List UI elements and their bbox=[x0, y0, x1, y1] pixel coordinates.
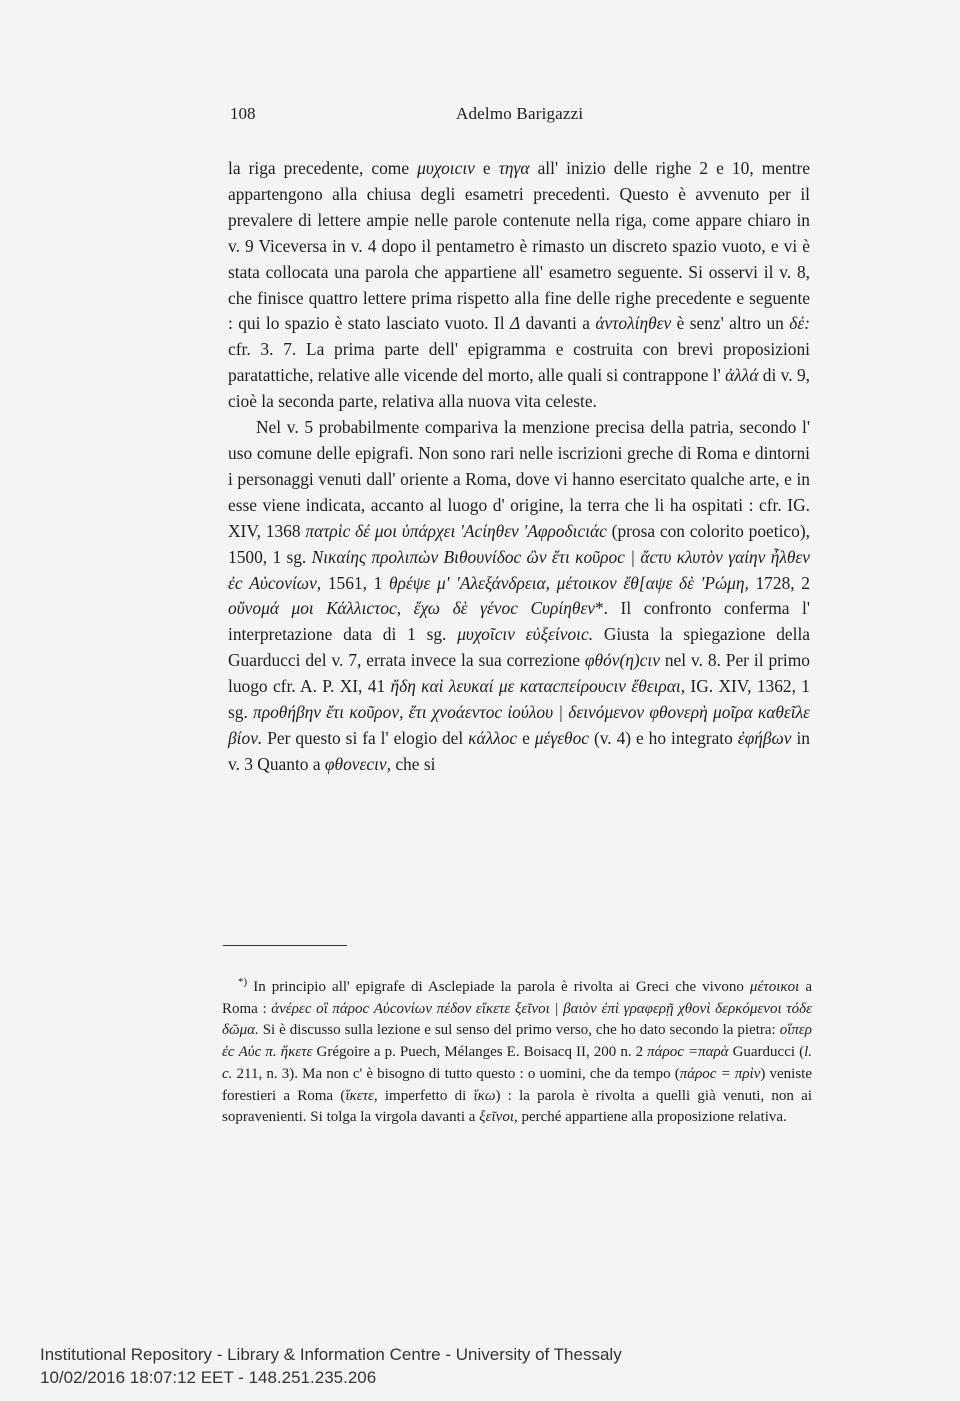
text-run: in v. 3 Quanto a bbox=[228, 727, 810, 774]
greek-text: οὔνομά μοι Κάλλιcτοc, ἔχω δὲ γένοc Cυρίηθεν bbox=[228, 598, 595, 619]
greek-text: ἐφήβων bbox=[737, 727, 792, 748]
text-run: Per questo si fa l' elogio del bbox=[262, 727, 469, 748]
body-paragraph bbox=[228, 415, 810, 778]
greek-text: ξεῖνοι, bbox=[479, 1109, 518, 1126]
repository-footer bbox=[40, 1343, 740, 1389]
greek-text: μυχοιcιν bbox=[417, 158, 475, 178]
text-run: di v. 9, cioè la seconda parte, relativa alla nuova vita celeste. bbox=[228, 365, 810, 412]
greek-text: μέτοικοι bbox=[749, 979, 800, 995]
footnote-rule bbox=[223, 945, 347, 946]
text-run: a Roma : bbox=[222, 979, 812, 1017]
body-text bbox=[228, 156, 810, 778]
text-run: imperfetto di bbox=[377, 1087, 474, 1104]
greek-text: φθόν(η)cιν bbox=[584, 650, 660, 671]
greek-text: τηγα bbox=[498, 158, 530, 178]
text-run: all' inizio delle righe 2 e 10, mentre appartengono alla chiusa degli esametri precedenti. Questo è avvenuto per il prevalere di lettere ampie nelle parole contenute nella riga, come appare chiaro in v. 9 Viceversa in v. 4 dopo il pentametro è rimasto un discreto spazio vuoto, e vi è stata collocata una parola che appartiene all' esametro seguente. Si osservi il v. 8, che finisce quattro lettere prima rispetto alla fine delle righe precedente e seguente : qui lo spazio è stato lasciato vuoto. Il bbox=[228, 158, 810, 334]
greek-text: πάροc = πρὶν bbox=[679, 1065, 761, 1082]
text-run: davanti a bbox=[520, 313, 596, 334]
greek-text: Νικαίης προλιπὼν Βιθουνίδοc ὢν ἔτι κοῦροc | ἄcτυ κλυτὸν γαίην ἦλθεν ἐc Αὐcονίων, bbox=[228, 546, 810, 593]
text-run: e bbox=[517, 727, 535, 748]
greek-text: ἵκω bbox=[473, 1087, 496, 1104]
text-run: cfr. 3. 7. La prima parte dell' epigramma e costruita con brevi proposizioni paratattiche, relative alle vicende del morto, alle quali si contrappone l' bbox=[228, 339, 810, 386]
footnote bbox=[222, 972, 812, 1129]
greek-text: θρέψε μ' 'Αλεξάνδρεια, μέτοικον ἔθ[αψε δὲ 'Ρώμη, bbox=[388, 572, 749, 593]
text-run: (v. 4) e ho integrato bbox=[589, 727, 738, 748]
text-run: è senz' altro un bbox=[671, 313, 790, 334]
greek-text: Δ bbox=[509, 313, 521, 334]
greek-text: οἵπερ ἐc Αὐc π. ἥκετε bbox=[222, 1022, 812, 1061]
text-run: Giusta la spiegazione della Guarducci del v. 7, errata invece la sua correzione bbox=[228, 624, 811, 671]
greek-text: κάλλοc bbox=[468, 727, 518, 748]
text-run: Si è discusso sulla lezione e sul senso del primo verso, che ho dato secondo la pietra: bbox=[258, 1022, 780, 1039]
text-run: IG. XIV, 1362, 1 sg. bbox=[228, 676, 810, 723]
text-run: che si bbox=[390, 753, 436, 774]
text-run: e bbox=[474, 158, 499, 178]
footnote-paragraph bbox=[222, 972, 812, 1129]
footnote-marker: *) bbox=[238, 976, 248, 988]
greek-text: πατρὶc δέ μοι ὑπάρχει 'Acίηθεν 'Aφροδιcιάc bbox=[305, 520, 607, 541]
page-header bbox=[230, 104, 810, 132]
greek-text: ἀλλά bbox=[725, 365, 759, 386]
text-run: la riga precedente, come bbox=[228, 158, 418, 178]
text-run: nel v. 8. Per il primo luogo cfr. A. P. XI, 41 bbox=[228, 650, 810, 697]
greek-text: φθονεcιν, bbox=[324, 753, 391, 774]
text-run: ) veniste forestieri a Roma ( bbox=[222, 1065, 812, 1104]
greek-text: μυχοῖcιν εὐξείνοιc. bbox=[457, 624, 594, 645]
repository-name: Institutional Repository - Library & Information Centre - University of Thessaly bbox=[40, 1345, 622, 1364]
running-head: Adelmo Barigazzi bbox=[456, 104, 584, 123]
greek-text: δέ: bbox=[789, 313, 810, 334]
greek-text: ἀνέρεc οἳ πάροc Αὐcονίων πέδον εἴκετε ξεῖνοι | βαιὸν ἐπὶ γραφερῇ χθονὶ δερκόμενοι τόδε δῶμα. bbox=[222, 1000, 812, 1039]
text-run: perché appartiene alla proposizione relativa. bbox=[517, 1109, 787, 1126]
greek-text: ἀντολίηθεν bbox=[595, 313, 672, 334]
text-run: Guarducci ( bbox=[728, 1044, 805, 1061]
text-run: 1561, 1 bbox=[321, 572, 389, 593]
text-run: In principio all' epigrafe di Asclepiade la parola è rivolta ai Greci che vivono bbox=[247, 979, 750, 995]
greek-text: ἤδη καὶ λευκαί με καταcπείρουcιν ἔθειραι, bbox=[390, 676, 686, 697]
greek-text: ἵκετε, bbox=[345, 1087, 378, 1104]
text-run: (prosa con colorito poetico), 1500, 1 sg. bbox=[228, 520, 810, 567]
greek-text: μέγεθοc bbox=[534, 727, 589, 748]
greek-text: προθήβην ἔτι κοῦρον, ἔτι χνοάεντοc ἰούλου | δεινόμενον φθονερὴ μοῖρα καθεῖλε βίον. bbox=[228, 702, 810, 748]
greek-text: l. c. bbox=[222, 1044, 812, 1082]
greek-text: πάροc =παρὰ bbox=[647, 1044, 729, 1061]
access-timestamp: 10/02/2016 18:07:12 EET - 148.251.235.206 bbox=[40, 1368, 377, 1387]
text-run: ) : la parola è rivolta a quelli già venuti, non ai sopravenienti. Si tolga la virgola davanti a bbox=[222, 1087, 812, 1126]
text-run: Grégoire a p. Puech, Mélanges E. Boisacq II, 200 n. 2 bbox=[312, 1044, 648, 1061]
body-paragraph bbox=[228, 156, 810, 415]
text-run: 1728, 2 bbox=[748, 572, 810, 593]
page-number: 108 bbox=[230, 104, 256, 123]
text-run: 211, n. 3). Ma non c' è bisogno di tutto questo : o uomini, che da tempo ( bbox=[232, 1065, 680, 1082]
text-run: Nel v. 5 probabilmente compariva la menzione precisa della patria, secondo l' uso comune delle epigrafi. Non sono rari nelle iscrizioni greche di Roma e dintorni i personaggi venuti dall' oriente a Roma, dove vi hanno esercitato qualche arte, e in esse viene indicata, accanto al luogo d' origine, la terra che li ha ospitati : cfr. IG. XIV, 1368 bbox=[228, 417, 810, 541]
text-run: *. Il confronto conferma l' interpretazione data di 1 sg. bbox=[228, 598, 810, 645]
